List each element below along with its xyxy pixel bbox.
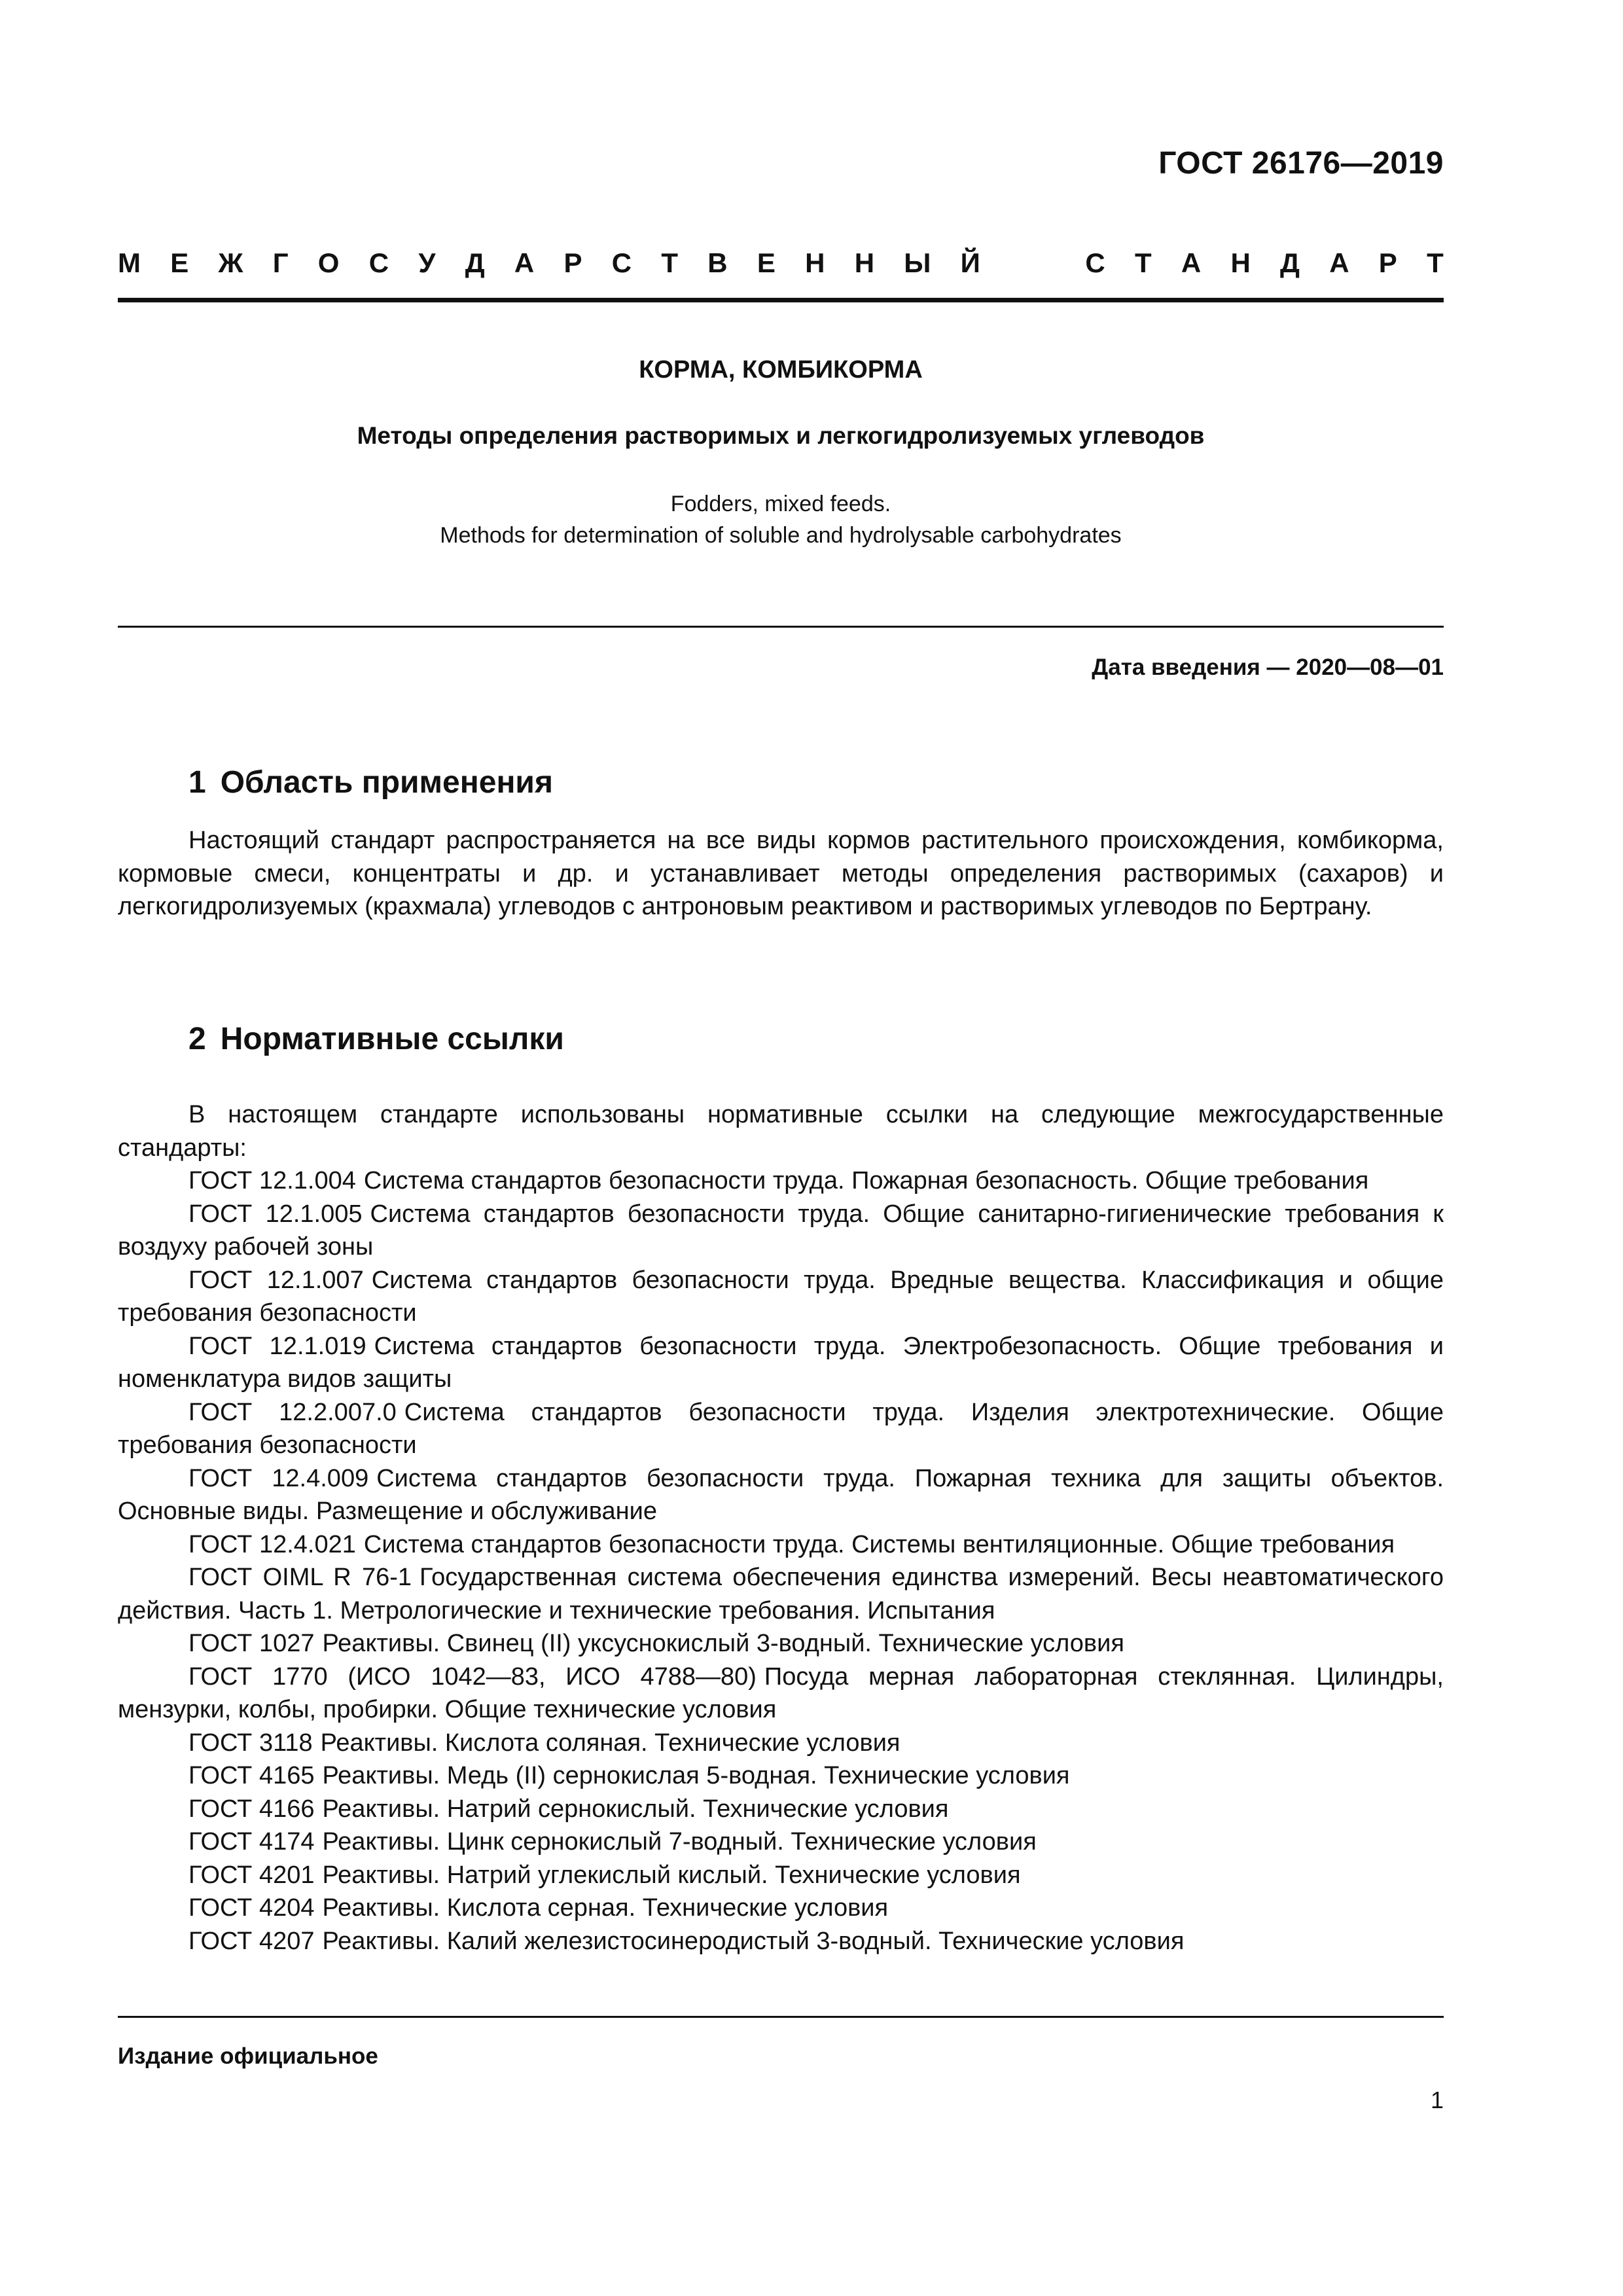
english-title-line-2: Methods for determination of soluble and hydrolysable carbohydrates — [440, 523, 1122, 548]
reference-code: ГОСТ 4165 — [188, 1762, 315, 1789]
banner-letter: О — [317, 247, 340, 278]
banner-letter: Т — [1134, 247, 1152, 278]
section-1-text: Настоящий стандарт распространяется на все виды кормов растительного происхождения, комбикорма, кормовые смеси, концентраты и др. и устанавливает методы определения растворимых (сахаров) и легкогидролизуемых (крахмала) углеводов с антроновым реактивом и растворимых углеводов по Бертрану. — [118, 827, 1444, 920]
reference-title: Реактивы. Натрий углекислый кислый. Технические условия — [322, 1861, 1021, 1889]
banner-letter: У — [418, 247, 436, 278]
banner-letter: Д — [1280, 247, 1300, 278]
reference-title: Реактивы. Кислота серная. Технические условия — [322, 1894, 889, 1922]
reference-title: Система стандартов безопасности труда. Электробезопасность. Общие требования и номенклатура видов защиты — [118, 1332, 1444, 1393]
section-1-heading — [188, 764, 553, 800]
reference-item — [118, 1825, 1444, 1859]
header-divider — [118, 298, 1444, 302]
reference-title: Реактивы. Калий железистосинеродистый 3-водный. Технические условия — [322, 1927, 1185, 1955]
reference-item — [118, 1892, 1444, 1925]
reference-code: ГОСТ 12.4.009 — [188, 1464, 369, 1492]
reference-item — [118, 1561, 1444, 1627]
reference-code: ГОСТ 12.2.007.0 — [188, 1398, 397, 1426]
reference-title: Система стандартов безопасности труда. Пожарная техника для защиты объектов. Основные виды. Размещение и обслуживание — [118, 1464, 1444, 1525]
standard-code: ГОСТ 26176—2019 — [1158, 146, 1444, 181]
banner-letter: Й — [960, 247, 980, 278]
banner-letter: А — [1181, 247, 1202, 278]
document-subtitle: Методы определения растворимых и легкогидролизуемых углеводов — [357, 422, 1205, 449]
banner-letter: Е — [757, 247, 776, 278]
banner-letter: Е — [170, 247, 189, 278]
reference-item — [118, 1759, 1444, 1793]
reference-title: Государственная система обеспечения единства измерений. Весы неавтоматического действия. Часть 1. Метрологические и технические требования. Испытания — [118, 1564, 1444, 1624]
reference-title: Посуда мерная лабораторная стеклянная. Цилиндры, мензурки, колбы, пробирки. Общие технические условия — [118, 1662, 1444, 1723]
reference-title: Реактивы. Натрий сернокислый. Технические условия — [322, 1795, 949, 1823]
banner-letter: Ы — [904, 247, 931, 278]
banner-letter: А — [1329, 247, 1349, 278]
reference-item — [118, 1859, 1444, 1892]
reference-code: ГОСТ 12.1.004 — [188, 1167, 356, 1194]
reference-code: ГОСТ 12.4.021 — [188, 1530, 356, 1558]
reference-title: Система стандартов безопасности труда. Общие санитарно-гигиенические требования к воздуху рабочей зоны — [118, 1200, 1444, 1261]
reference-code: ГОСТ 3118 — [188, 1729, 313, 1757]
reference-item — [118, 1198, 1444, 1264]
reference-item — [118, 1264, 1444, 1330]
official-edition-label: Издание официальное — [118, 2043, 378, 2069]
reference-title: Реактивы. Кислота соляная. Технические условия — [320, 1729, 901, 1757]
normative-references — [118, 1098, 1444, 1958]
reference-item — [118, 1627, 1444, 1660]
banner-letter: Н — [1230, 247, 1251, 278]
reference-code: ГОСТ OIML R 76-1 — [188, 1564, 412, 1591]
reference-item — [118, 1793, 1444, 1826]
reference-item — [118, 1925, 1444, 1958]
banner-letter: Н — [805, 247, 825, 278]
banner-letter: С — [1085, 247, 1105, 278]
banner-letter: Т — [1427, 247, 1444, 278]
reference-code: ГОСТ 4207 — [188, 1927, 315, 1955]
banner-letter: С — [611, 247, 632, 278]
document-page — [118, 0, 1444, 2296]
reference-title: Система стандартов безопасности труда. Системы вентиляционные. Общие требования — [363, 1530, 1395, 1558]
reference-item — [118, 1727, 1444, 1760]
reference-title: Реактивы. Медь (II) сернокислая 5-водная. Технические условия — [322, 1762, 1070, 1789]
banner-letter: В — [707, 247, 728, 278]
reference-code: ГОСТ 4201 — [188, 1861, 315, 1889]
banner-word-gap — [1010, 247, 1056, 279]
references-intro: В настоящем стандарте использованы нормативные ссылки на следующие межгосударственные стандарты: — [118, 1101, 1444, 1162]
page-number: 1 — [1430, 2087, 1444, 2113]
reference-code: ГОСТ 4204 — [188, 1894, 315, 1922]
reference-code: ГОСТ 1770 (ИСО 1042—83, ИСО 4788—80) — [188, 1662, 757, 1691]
introduction-date: Дата введения — 2020—08—01 — [1092, 655, 1444, 680]
reference-code: ГОСТ 12.1.019 — [188, 1332, 366, 1360]
document-title: КОРМА, КОМБИКОРМА — [639, 356, 923, 384]
reference-code: ГОСТ 4174 — [188, 1828, 315, 1856]
section-2-heading — [188, 1021, 564, 1057]
reference-title: Система стандартов безопасности труда. Изделия электротехнические. Общие требования безопасности — [118, 1398, 1444, 1459]
reference-item — [118, 1330, 1444, 1396]
reference-code: ГОСТ 4166 — [188, 1795, 315, 1823]
banner-letter: Д — [465, 247, 485, 278]
banner-letter: Р — [563, 247, 582, 278]
reference-item — [118, 1660, 1444, 1727]
banner-letter: М — [118, 247, 141, 278]
section-1-number: 1 — [188, 765, 206, 800]
reference-code: ГОСТ 12.1.007 — [188, 1266, 364, 1294]
reference-title: Реактивы. Цинк сернокислый 7-водный. Технические условия — [322, 1828, 1037, 1856]
reference-item — [118, 1462, 1444, 1528]
reference-title: Система стандартов безопасности труда. Пожарная безопасность. Общие требования — [363, 1167, 1369, 1194]
english-title-line-1: Fodders, mixed feeds. — [670, 492, 891, 516]
reference-item — [118, 1396, 1444, 1462]
footer-divider — [118, 2016, 1444, 2018]
banner-letter: Г — [272, 247, 289, 278]
title-divider — [118, 626, 1444, 628]
reference-title: Реактивы. Свинец (II) уксуснокислый 3-водный. Технические условия — [322, 1630, 1124, 1657]
section-2-title: Нормативные ссылки — [220, 1022, 564, 1056]
banner-letter: Ж — [218, 247, 243, 278]
reference-item — [118, 1528, 1444, 1562]
interstate-standard-banner — [118, 247, 1444, 279]
banner-letter: Н — [854, 247, 875, 278]
reference-code: ГОСТ 12.1.005 — [188, 1200, 363, 1228]
banner-letter: С — [368, 247, 389, 278]
english-title — [118, 488, 1444, 551]
reference-title: Система стандартов безопасности труда. Вредные вещества. Классификация и общие требования безопасности — [118, 1266, 1444, 1327]
reference-code: ГОСТ 1027 — [188, 1630, 315, 1657]
section-2-number: 2 — [188, 1022, 206, 1056]
banner-letter: Р — [1378, 247, 1397, 278]
section-1-title: Область применения — [220, 765, 553, 800]
banner-letter: Т — [661, 247, 678, 278]
reference-item — [118, 1164, 1444, 1198]
banner-letter: А — [514, 247, 535, 278]
